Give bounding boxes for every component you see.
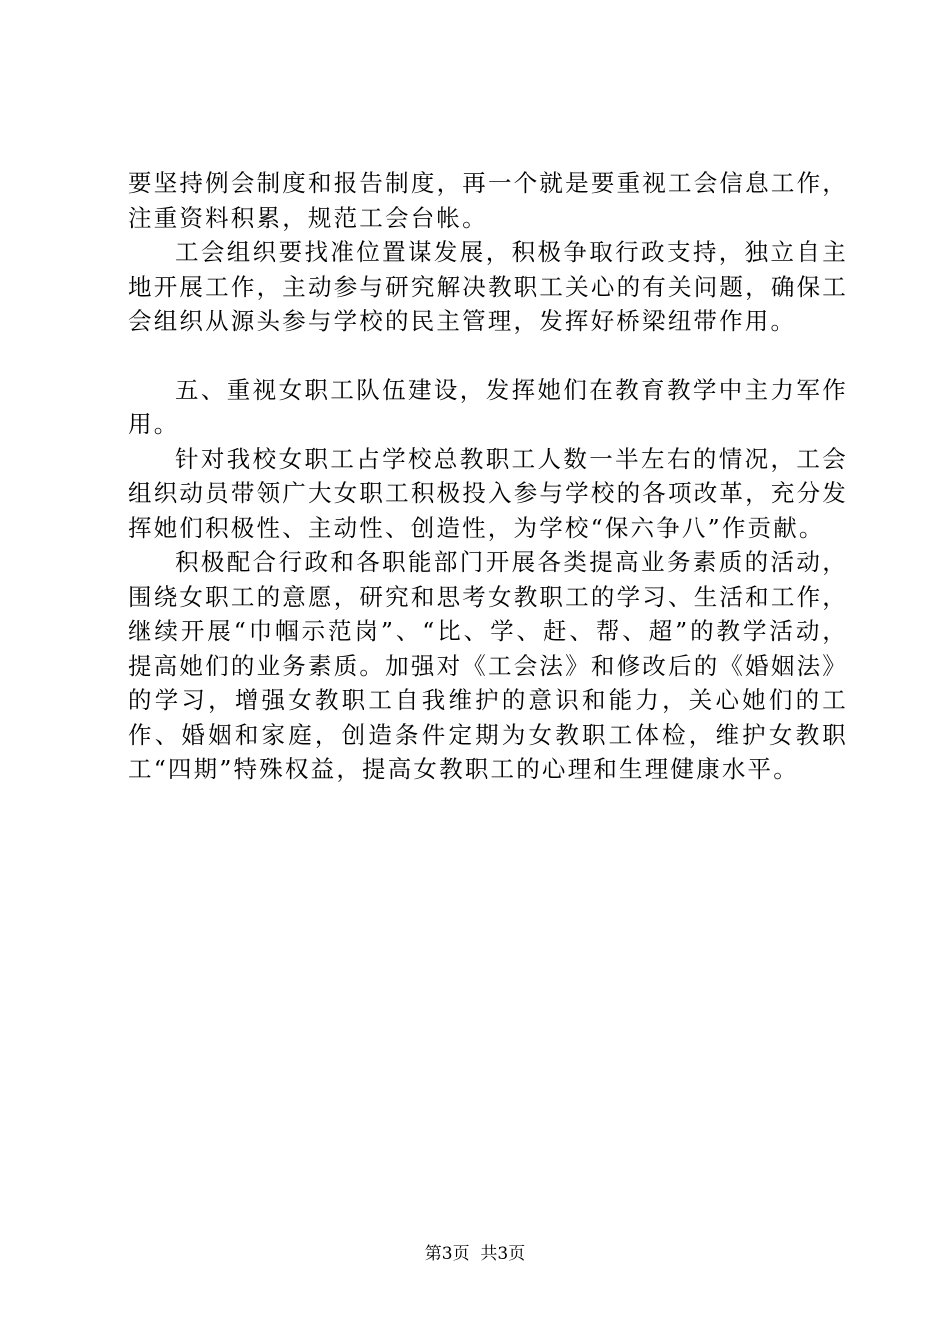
paragraph-quality-activities: 积极配合行政和各职能部门开展各类提高业务素质的活动，围绕女职工的意愿，研究和思考女教职工的学习、生活和工作，继续开展“巾帼示范岗”、“比、学、赶、帮、超”的教学活动，提高她们的业务素质。加强对《工会法》和修改后的《婚姻法》的学习，增强女教职工自我维护的意识和能力，关心她们的工作、婚姻和家庭，创造条件定期为女教职工体检，维护女教职工“四期”特殊权益，提高女教职工的心理和生理健康水平。 xyxy=(128,548,848,783)
document-body xyxy=(128,166,848,787)
paragraph-female-staff: 针对我校女职工占学校总教职工人数一半左右的情况，工会组织动员带领广大女职工积极投入参与学校的各项改革，充分发挥她们积极性、主动性、创造性，为学校“保六争八”作贡献。 xyxy=(128,444,848,542)
paragraph-spacer xyxy=(128,339,848,373)
paragraph-union-position: 工会组织要找准位置谋发展，积极争取行政支持，独立自主地开展工作，主动参与研究解决教职工关心的有关问题，确保工会组织从源头参与学校的民主管理，发挥好桥梁纽带作用。 xyxy=(128,238,848,335)
page-footer xyxy=(0,1244,950,1264)
section-heading-five: 五、重视女职工队伍建设，发挥她们在教育教学中主力军作用。 xyxy=(128,375,848,438)
paragraph-continuation: 要坚持例会制度和报告制度，再一个就是要重视工会信息工作，注重资料积累，规范工会台帐。 xyxy=(128,169,848,232)
page-number: 第3页 共3页 xyxy=(424,1244,526,1264)
